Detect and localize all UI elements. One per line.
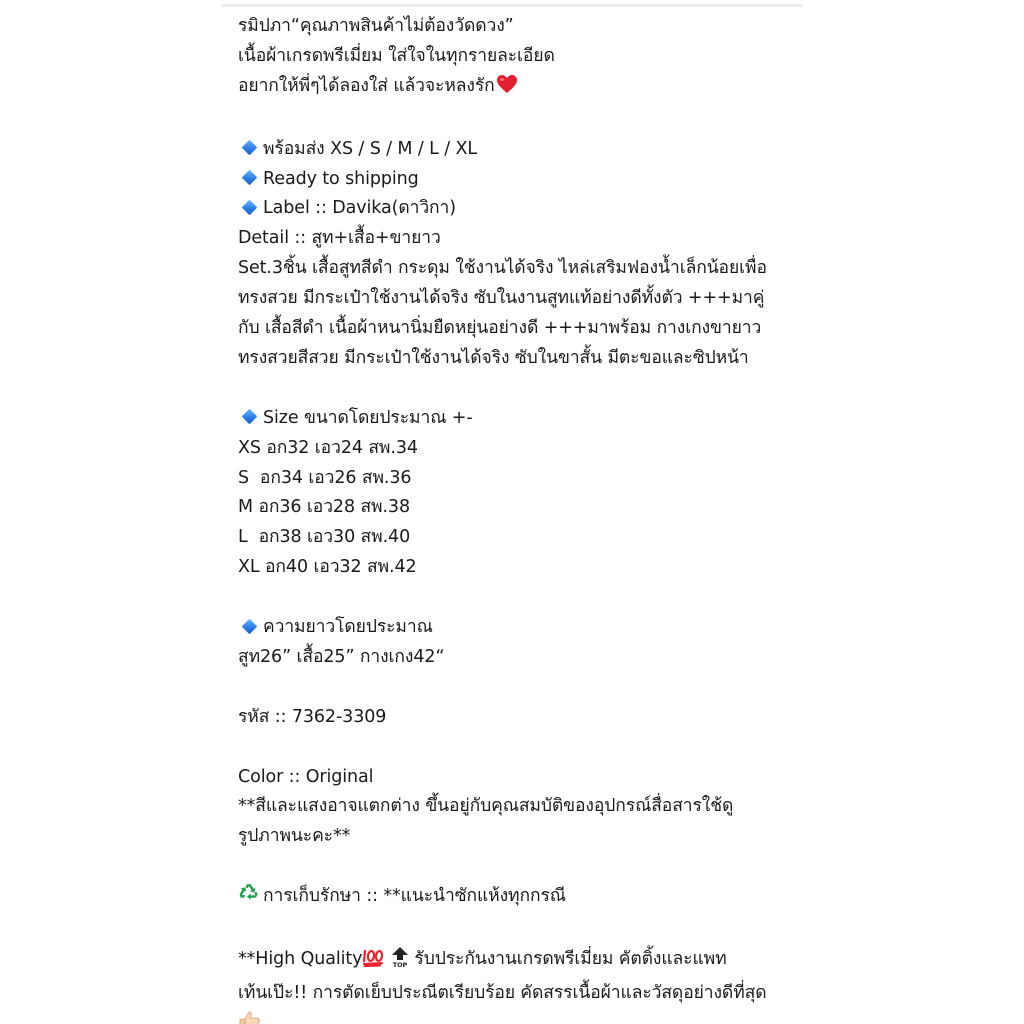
care-line	[238, 882, 808, 915]
thumbs-up-icon	[238, 1009, 262, 1024]
ready-sizes-text: พร้อมส่ง XS / S / M / L / XL	[263, 138, 478, 159]
quality-rest: รับประกันงานเกรดพรีเมี่ยม คัตติ้งและแพท	[414, 948, 727, 969]
size-row-xs: XS อก32 เอว24 สพ.34	[238, 437, 418, 458]
label-line	[238, 194, 808, 224]
quality-line-2: เท้นเป๊ะ!! การตัดเย็บประณีตเรียบร้อย คัดสรรเนื้อผ้าและวัสดุอย่างดีที่สุด	[238, 982, 767, 1003]
description-line-3: กับ เสื้อสีดำ เนื้อผ้าหนานิ่มยืดหยุ่นอย่างดี +++มาพร้อม กางเกงขายาว	[238, 318, 762, 339]
size-row-s: S อก34 เอว26 สพ.36	[238, 467, 412, 488]
size-row-m: M อก36 เอว28 สพ.38	[238, 497, 410, 518]
size-heading-text: Size ขนาดโดยประมาณ +-	[263, 407, 473, 428]
spacer	[238, 733, 808, 763]
thumb-line	[238, 1009, 808, 1024]
product-code: รหัส :: 7362-3309	[238, 706, 387, 727]
label-text: Label :: Davika(ดาวิกา)	[263, 198, 456, 219]
svg-text:TOP: TOP	[393, 960, 408, 968]
top-arrow-icon	[390, 946, 410, 979]
quality-line-1	[238, 945, 808, 979]
spacer	[238, 915, 808, 945]
small-blue-diamond-icon	[242, 200, 258, 216]
recycling-icon	[238, 882, 260, 915]
spacer	[238, 374, 808, 404]
spacer	[238, 852, 808, 882]
care-text: การเก็บรักษา :: **แนะนำซักแห้งทุกกรณี	[263, 886, 566, 907]
red-heart-icon	[496, 74, 518, 105]
small-blue-diamond-icon	[242, 170, 258, 186]
length-values: สูท26” เสื้อ25” กางเกง42“	[238, 646, 445, 667]
small-blue-diamond-icon	[242, 140, 258, 156]
length-heading	[238, 613, 808, 643]
ready-sizes-line	[238, 135, 808, 165]
color-note-line-1: **สีและแสงอาจแตกต่าง ขึ้นอยู่กับคุณสมบัติของอุปกรณ์สื่อสารใช้ดู	[238, 796, 734, 817]
intro-line-1: รมิปภา“คุณภาพสินค้าไม่ต้องวัดดวง”	[238, 16, 514, 36]
size-row-xl: XL อก40 เอว32 สพ.42	[238, 557, 417, 578]
size-heading	[238, 404, 808, 434]
spacer	[238, 105, 808, 135]
length-heading-text: ความยาวโดยประมาณ	[263, 617, 433, 638]
small-blue-diamond-icon	[242, 618, 258, 634]
ready-en-line	[238, 165, 808, 195]
description-line-2: ทรงสวย มีกระเป๋าใช้งานได้จริง ซับในงานสูทแท้อย่างดีทั้งตัว +++มาคู่	[238, 288, 765, 309]
color-note-line-2: รูปภาพนะคะ**	[238, 826, 351, 847]
top-divider	[222, 4, 802, 7]
small-blue-diamond-icon	[242, 409, 258, 425]
color-line: Color :: Original	[238, 766, 374, 787]
intro-line-3-text: อยากให้พี่ๆได้ลองใส่ แล้วจะหลงรัก	[238, 75, 495, 96]
description-line-1: Set.3ชิ้น เสื้อสูทสีดำ กระดุม ใช้งานได้จริง ไหล่เสริมฟองน้ำเล็กน้อยเพื่อ	[238, 258, 767, 279]
detail-line: Detail :: สูท+เสื้อ+ขายาว	[238, 228, 441, 249]
intro-line-2: เนื้อผ้าเกรดพรีเมี่ยม ใส่ใจในทุกรายละเอียด	[238, 45, 555, 66]
quality-prefix: **High Quality	[238, 948, 363, 969]
intro-line-3	[238, 72, 808, 105]
product-post	[238, 12, 808, 1024]
description-line-4: ทรงสวยสีสวย มีกระเป๋าใช้งานได้จริง ซับในขาสั้น มีตะขอและซิปหน้า	[238, 347, 749, 368]
spacer	[238, 673, 808, 703]
size-row-l: L อก38 เอว30 สพ.40	[238, 527, 411, 548]
ready-en-text: Ready to shipping	[263, 168, 419, 189]
hundred-points-icon	[362, 947, 386, 978]
spacer	[238, 583, 808, 613]
